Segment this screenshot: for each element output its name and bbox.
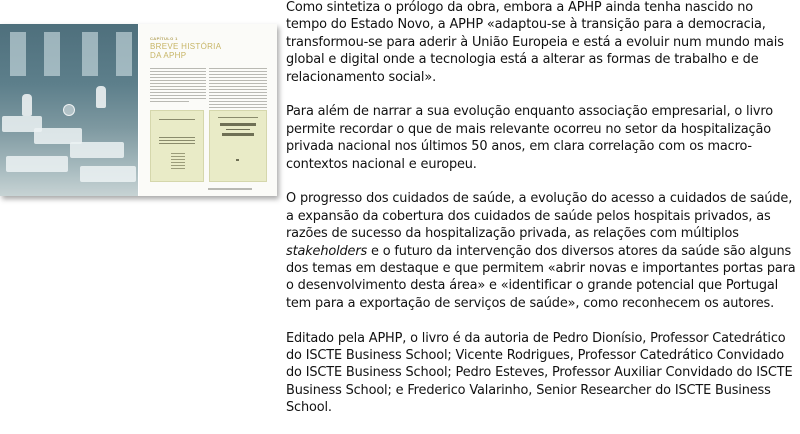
document-scan-left	[150, 110, 204, 182]
hospital-ward-photo	[0, 24, 138, 196]
chapter-label: CAPÍTULO 1	[150, 36, 178, 41]
body-text-column	[209, 68, 267, 113]
ward-window	[82, 32, 98, 76]
paragraph-progress-start: O progresso dos cuidados de saúde, a evolução do acesso a cuidados de saúde, a expansão da cobertura dos cuidados de saúde pelos hospitais privados, as razões de sucesso da hospitalização privada, as relações com múltiplos	[286, 191, 793, 242]
stakeholders-term: stakeholders	[286, 243, 368, 259]
paragraph-progress	[286, 190, 796, 312]
paragraph-prologue: Como sintetiza o prólogo da obra, embora a APHP ainda tenha nascido no tempo do Estado Novo, a APHP «adaptou-se à transição para a democracia, transformou-se para aderir à União Europeia e está a evoluir num mundo mais global e digital onde a tecnologia está a alterar as formas de trabalho e de relacionamento social».	[286, 0, 784, 85]
ward-bed	[80, 166, 136, 182]
chapter-title-line: BREVE HISTÓRIA	[150, 42, 222, 51]
paragraph-progress-end: e o futuro da intervenção dos diversos atores da saúde são alguns dos temas em destaque e que permitem «abrir novas e importantes portas para o desenvolvimento desta área» e «identificar o grande potencial que Portugal tem para a exportação de serviços de saúde», como reconhecem os autores.	[286, 243, 796, 311]
nurse-figure	[22, 94, 32, 116]
ward-bed	[6, 156, 68, 172]
article-text	[286, 0, 796, 434]
ward-window	[116, 32, 132, 76]
ward-window	[10, 32, 26, 76]
paragraph-evolution: Para além de narrar a sua evolução enquanto associação empresarial, o livro permite recordar o que de mais relevante ocorreu no setor da hospitalização privada nacional nos últimos 50 anos, em clara correlação com os macro-contextos nacional e europeu.	[286, 104, 773, 172]
ward-window	[44, 32, 60, 76]
nurse-figure	[96, 86, 106, 108]
chapter-title-line: DA APHP	[150, 51, 187, 60]
chapter-page	[139, 24, 277, 196]
zoom-icon	[63, 104, 75, 116]
document-scan-right	[209, 110, 267, 182]
page-footer	[208, 188, 252, 190]
book-spread-image	[0, 24, 277, 196]
chapter-title	[150, 42, 240, 60]
ward-bed	[70, 142, 124, 158]
body-text-column	[150, 68, 206, 104]
paragraph-authors: Editado pela APHP, o livro é da autoria de Pedro Dionísio, Professor Catedrático do ISCTE Business School; Vicente Rodrigues, Professor Catedrático Convidado do ISCTE Business School; Pedro Esteves, Professor Auxiliar Convidado do ISCTE Business School; e Frederico Valarinho, Senior Researcher do ISCTE Business School.	[286, 330, 793, 416]
